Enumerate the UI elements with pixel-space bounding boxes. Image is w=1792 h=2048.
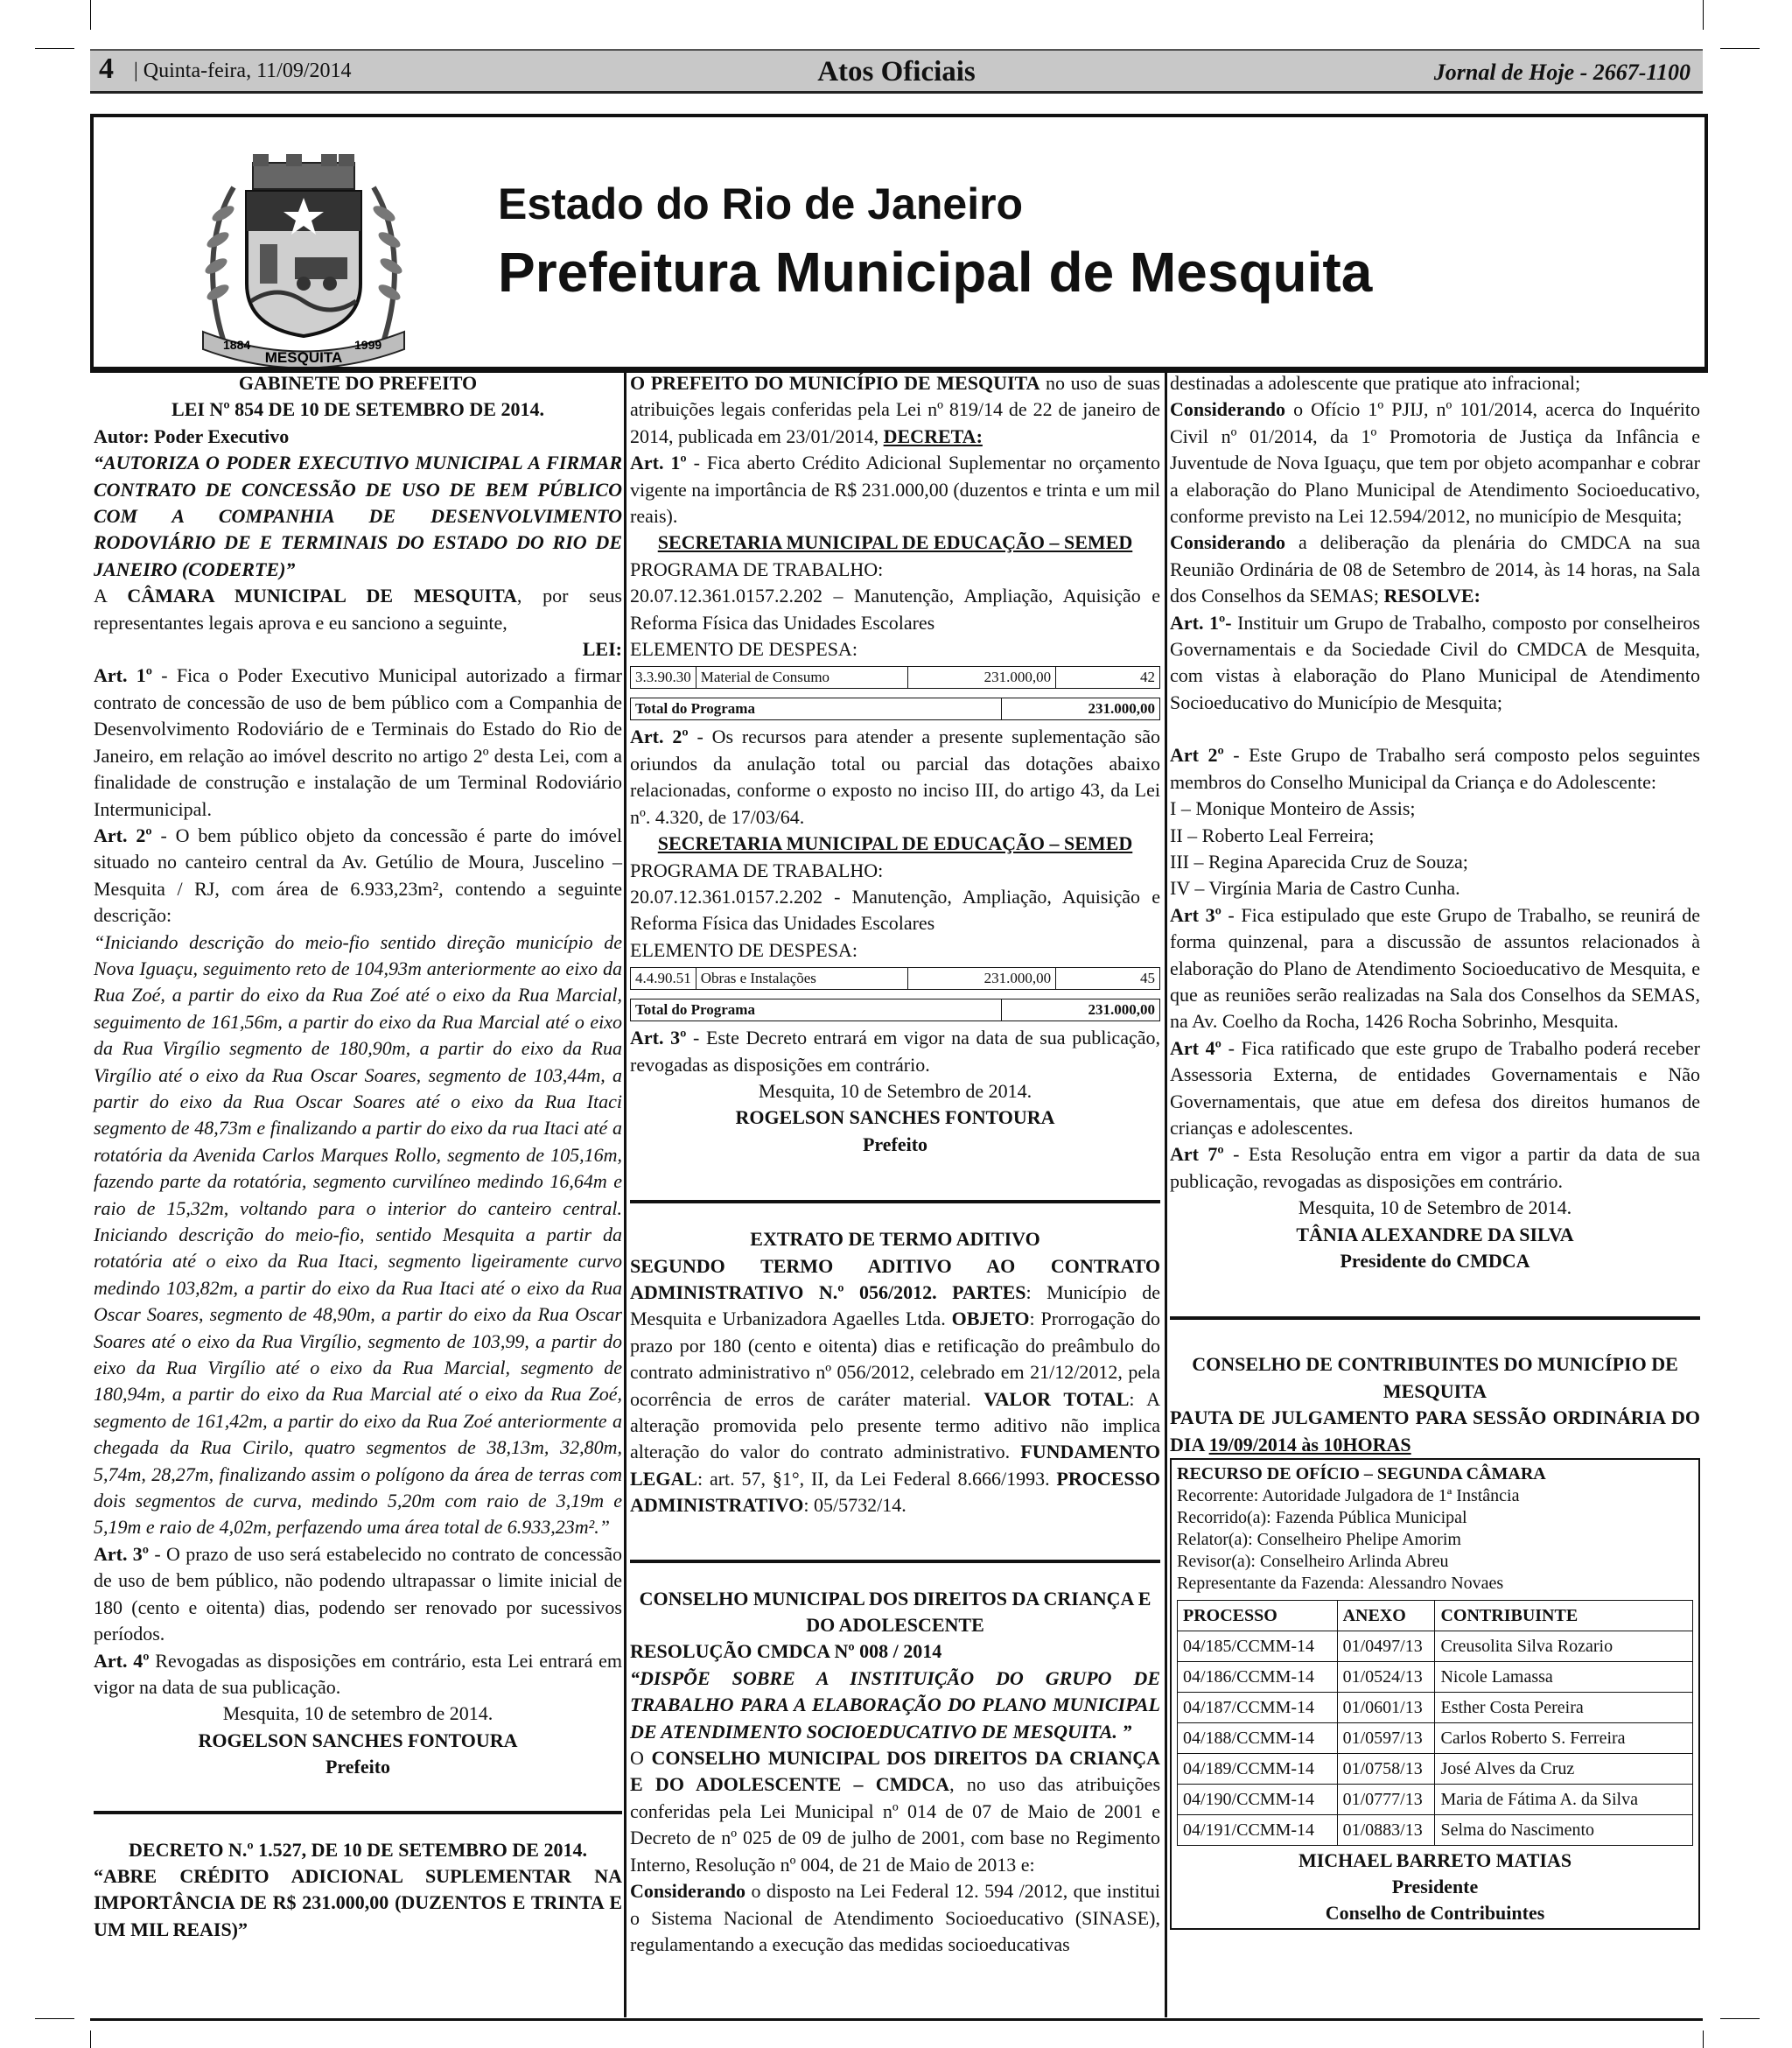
table-cell: Maria de Fátima A. da Silva bbox=[1435, 1785, 1693, 1815]
table-header-row bbox=[1178, 1601, 1693, 1631]
text: o disposto na Lei Federal 12. 594 /2012, que institui o Sistema Nacional de Atendimento Socioeducativo (SINASE), regulamentando a execução das medidas socioeducativas bbox=[630, 1880, 1160, 1955]
article-label: Art 4º bbox=[1170, 1036, 1222, 1059]
text: OBJETO bbox=[951, 1308, 1030, 1330]
article bbox=[630, 1025, 1160, 1078]
article-text: - Fica estipulado que este Grupo de Trabalho, se reunirá de forma quinzenal, para a discussão de assuntos relacionados à elaboração do Plano de Atendimento Socioeducativo de Mesquita, e que as reuniões serão realizadas na Sala dos Conselhos da SEMAS, na Av. Coelho da Rocha, 1426 Rocha Sobrinho, Mesquita. bbox=[1170, 903, 1700, 1033]
resolucao-preamble bbox=[630, 1745, 1160, 1878]
crop-mark bbox=[90, 0, 91, 30]
place-date: Mesquita, 10 de setembro de 2014. bbox=[222, 1702, 494, 1725]
page-date: | Quinta-feira, 11/09/2014 bbox=[134, 60, 352, 82]
article-label: Art. 2º bbox=[94, 824, 152, 846]
table-cell: 01/0777/13 bbox=[1337, 1785, 1435, 1815]
article-text: Revogadas as disposições em contrário, esta Lei entrará em vigor na data de sua publicação. bbox=[94, 1649, 622, 1698]
member-item: II – Roberto Leal Ferreira; bbox=[1170, 824, 1375, 846]
member-item: III – Regina Aparecida Cruz de Souza; bbox=[1170, 850, 1468, 873]
signatory: ROGELSON SANCHES FONTOURA bbox=[735, 1106, 1055, 1129]
resolucao-title: RESOLUÇÃO CMDCA Nº 008 / 2014 bbox=[630, 1640, 942, 1663]
programa-label: PROGRAMA DE TRABALHO: bbox=[630, 859, 884, 881]
crest-name: MESQUITA bbox=[264, 349, 343, 366]
considerando bbox=[1170, 530, 1700, 609]
article-text: - Os recursos para atender a presente suplementação são oriundos da anulação total ou parcial das dotações abaixo relacionadas, conforme o exposto no inciso III, do artigo 43, da Lei nº. 4.320, de 17/03/64. bbox=[630, 726, 1160, 828]
article bbox=[630, 724, 1160, 831]
cmdca-title: CONSELHO MUNICIPAL DOS DIREITOS DA CRIANÇA E DO ADOLESCENTE bbox=[639, 1587, 1152, 1637]
programa-text: 20.07.12.361.0157.2.202 – Manutenção, Ampliação, Aquisição e Reforma Física das Unidades Escolares bbox=[630, 585, 1160, 634]
table-cell: 01/0497/13 bbox=[1337, 1631, 1435, 1662]
table-header: CONTRIBUINTE bbox=[1435, 1601, 1693, 1631]
pauta-title bbox=[1170, 1405, 1700, 1458]
resolve-label: RESOLVE: bbox=[1383, 585, 1480, 607]
article-text: - Este Decreto entrará em vigor na data de sua publicação, revogadas as disposições em contrário. bbox=[630, 1027, 1160, 1076]
table-cell: Carlos Roberto S. Ferreira bbox=[1435, 1723, 1693, 1754]
text: , por seus representantes legais aprova e eu sanciono a seguinte, bbox=[94, 585, 622, 634]
extrato-title: EXTRATO DE TERMO ADITIVO bbox=[750, 1228, 1040, 1251]
text: SEGUNDO TERMO ADITIVO AO CONTRATO ADMINISTRATIVO N.º 056/2012. PARTES bbox=[630, 1254, 1160, 1303]
crest-year-left: 1884 bbox=[223, 338, 251, 352]
table-cell: 01/0883/13 bbox=[1337, 1815, 1435, 1846]
table-cell: 231.000,00 bbox=[1001, 698, 1160, 720]
text: : 05/5732/14. bbox=[803, 1494, 906, 1517]
table-row bbox=[1178, 1785, 1693, 1815]
text: : Prorrogação do prazo por 180 (cento e oitenta) dias e retificação do preâmbulo do contrato administrativo nº 056/2012, celebrado em 21/12/2012, pela ocorrência de erros de caráter material. bbox=[630, 1308, 1161, 1410]
member-item: IV – Virgínia Maria de Castro Cunha. bbox=[1170, 877, 1460, 900]
considerando-cont: destinadas a adolescente que pratique ato infracional; bbox=[1170, 372, 1581, 394]
crop-mark bbox=[1720, 48, 1760, 49]
text: A bbox=[94, 585, 128, 607]
article-text: - Fica aberto Crédito Adicional Suplementar no orçamento vigente na importância de R$ 231.000,00 (duzentos e trinta e um mil reais). bbox=[630, 452, 1160, 528]
table-row bbox=[631, 999, 1160, 1021]
article-label: Art 2º bbox=[1170, 744, 1224, 767]
table-cell: 04/190/CCMM-14 bbox=[1178, 1785, 1338, 1815]
table-cell: 231.000,00 bbox=[1001, 999, 1160, 1021]
article-label: Art 7º bbox=[1170, 1143, 1224, 1166]
state-name: Estado do Rio de Janeiro bbox=[498, 179, 1024, 228]
table-cell: Obras e Instalações bbox=[696, 968, 907, 990]
text: PROCESSO ADMINISTRATIVO bbox=[630, 1467, 1160, 1517]
recurso-line: Recorrido(a): Fazenda Pública Municipal bbox=[1177, 1508, 1467, 1528]
section-rule bbox=[630, 1560, 1160, 1563]
prefeitura-name: Prefeitura Municipal de Mesquita bbox=[498, 241, 1373, 304]
table-cell: 45 bbox=[1056, 968, 1160, 990]
text: o Ofício 1º PJIJ, nº 101/2014, acerca do Inquérito Civil nº 01/2014, da 1º Promotoria de Justiça da Infância e Juventude de Nova Iguaçu, que tem por objeto acompanhar e cobrar a elaboração do Plano Municipal de Atendimento Socioeducativo, conforme previsto na Lei 12.594/2012, no município de Mesquita; bbox=[1170, 398, 1700, 528]
text: Considerando bbox=[630, 1880, 746, 1903]
crop-mark bbox=[90, 2030, 91, 2048]
decreto-ementa: “ABRE CRÉDITO ADICIONAL SUPLEMENTAR NA IMPORTÂNCIA DE R$ 231.000,00 (DUZENTOS E TRINTA E UM MIL REAIS)” bbox=[94, 1864, 622, 1940]
recurso-line: Relator(a): Conselheiro Phelipe Amorim bbox=[1177, 1530, 1461, 1550]
article-label: Art. 3º bbox=[94, 1542, 150, 1565]
place-date: Mesquita, 10 de Setembro de 2014. bbox=[758, 1079, 1032, 1102]
text: : art. 57, §1°, II, da Lei Federal 8.666/1993. bbox=[697, 1467, 1057, 1490]
page-bottom-rule bbox=[90, 2018, 1703, 2021]
article-text: - Fica ratificado que este grupo de Trabalho poderá receber Assessoria Externa, de entidades Governamentais e Não Governamentais, que atue em defesa dos direitos humanos de crianças e adolescentes. bbox=[1170, 1036, 1700, 1139]
lei-ementa: “AUTORIZA O PODER EXECUTIVO MUNICIPAL A FIRMAR CONTRATO DE CONCESSÃO DE USO DE BEM PÚBLICO COM A COMPANHIA DE DESENVOLVIMENTO RODOVIÁRIO DE E TERMINAIS DO ESTADO DO RIO DE JANEIRO (CODERTE)” bbox=[94, 452, 622, 580]
despesa-table bbox=[630, 967, 1160, 990]
newspaper-contact: Jornal de Hoje - 2667-1100 bbox=[1433, 60, 1690, 85]
table-cell: 4.4.90.51 bbox=[631, 968, 696, 990]
article bbox=[1170, 742, 1700, 796]
despesa-table bbox=[630, 666, 1160, 689]
section-rule bbox=[630, 1200, 1160, 1203]
recurso-line: Representante da Fazenda: Alessandro Novaes bbox=[1177, 1574, 1504, 1594]
article bbox=[94, 663, 622, 822]
crest-year-right: 1999 bbox=[354, 338, 382, 352]
extrato-body bbox=[630, 1253, 1160, 1519]
crop-mark bbox=[35, 48, 74, 49]
table-cell: 01/0524/13 bbox=[1337, 1662, 1435, 1693]
text: VALOR TOTAL bbox=[984, 1387, 1130, 1410]
table-cell: 3.3.90.30 bbox=[631, 667, 696, 689]
table-cell: 04/189/CCMM-14 bbox=[1178, 1754, 1338, 1785]
article-text: - O bem público objeto da concessão é parte do imóvel situado no canteiro central da Av. Getúlio de Moura, Juscelino – Mesquita / RJ, com área de 6.933,23m², contendo a seguinte descrição: bbox=[94, 824, 622, 927]
table-row bbox=[1178, 1815, 1693, 1846]
table-cell: José Alves da Cruz bbox=[1435, 1754, 1693, 1785]
camara-name: CÂMARA MUNICIPAL DE MESQUITA bbox=[127, 585, 517, 607]
table-cell: Nicole Lamassa bbox=[1435, 1662, 1693, 1693]
article bbox=[1170, 1035, 1700, 1142]
decreta-label: DECRETA: bbox=[883, 424, 983, 447]
text: Considerando bbox=[1170, 531, 1286, 554]
elemento-label: ELEMENTO DE DESPESA: bbox=[630, 638, 858, 661]
text: , no uso das atribuições conferidas pela Lei Municipal nº 014 de 07 de Maio de 2001 e Decreto de nº 025 de 09 de julho de 2001, com base no Regimento Interno, Resolução nº 004, de 21 de Maio de 2013 e: bbox=[630, 1773, 1161, 1876]
table-cell: Total do Programa bbox=[631, 999, 1002, 1021]
table-cell: 04/188/CCMM-14 bbox=[1178, 1723, 1338, 1754]
table-cell: Creusolita Silva Rozario bbox=[1435, 1631, 1693, 1662]
table-row bbox=[631, 968, 1160, 990]
table-row bbox=[1178, 1723, 1693, 1754]
table-row bbox=[631, 698, 1160, 720]
lei-intro bbox=[94, 583, 622, 636]
text: : A alteração promovida pelo presente termo aditivo não implica alteração do valor do contrato administrativo. bbox=[630, 1387, 1160, 1463]
pauta-date: 19/09/2014 às 10HORAS bbox=[1208, 1433, 1411, 1455]
resolucao-ementa: “DISPÕE SOBRE A INSTITUIÇÃO DO GRUPO DE TRABALHO PARA A ELABORAÇÃO DO PLANO MUNICIPAL DE ATENDIMENTO SOCIOEDUCATIVO DE MESQUITA. ” bbox=[630, 1666, 1160, 1743]
signatory: MICHAEL BARRETO MATIAS bbox=[1298, 1849, 1572, 1872]
column-divider bbox=[1165, 370, 1167, 2017]
recurso-title: RECURSO DE OFÍCIO – SEGUNDA CÂMARA bbox=[1177, 1464, 1546, 1484]
lei-author: Autor: Poder Executivo bbox=[94, 424, 290, 447]
text: : Município de Mesquita e Urbanizadora Agaelles Ltda. bbox=[630, 1280, 1160, 1330]
column-3 bbox=[1170, 370, 1700, 1930]
table-cell: 01/0758/13 bbox=[1337, 1754, 1435, 1785]
table-row bbox=[1178, 1662, 1693, 1693]
property-description: “Iniciando descrição do meio-fio sentido direção município de Nova Iguaçu, seguimento reto de 104,93m anteriormente ao eixo da Rua Zoé, a partir do eixo da Rua Zoé até o eixo da Rua Marcial, seguimento de 161,56m, a partir do eixo da Rua Marcial até o eixo da Rua Virgílio segmento de 180,90m, a partir do eixo da Rua Virgílio até o eixo da Rua Oscar Soares, segmento de 103,44m, a partir do eixo da Rua Oscar Soares até o eixo da Rua Itaci segmento de 48,73m e finalizando a partir do eixo da rua Itaci até a rotatória da Avenida Carlos Marques Rollo, segmento de 105,16m, fazendo parte da rotatória, segmento curvilíneo medindo 16,64m e raio de 15,32m, voltando para o interior do canteiro central. Iniciando descrição do meio-fio, sentido Mesquita a partir da rotatória até o eixo da Rua Itaci, segmento ligeiramente curvo medindo 103,82m, a partir do eixo da Rua Itaci até o eixo da Rua Oscar Soares, segmento de 48,90m, a partir do eixo da Rua Oscar Soares até o eixo da Rua Virgílio, segmento de 103,99, a partir do eixo da Rua Virgílio até o eixo da Rua Marcial, segmento de 180,94m, a partir do eixo da Rua Marcial até o eixo da Rua Zoé, segmento de 161,42m, a partir do eixo da Rua Zoé anteriormente a chegada da Rua Cirilo, quatro segmentos de 38,13m, 32,80m, 5,74m, 28,27m, finalizando assim o polígono da área de terras com dois segmentos de curva, medindo 5,20m com raio de 3,19m e 5,19m e raio de 4,02m, perfazendo uma área total de 6.933,23m².” bbox=[94, 930, 622, 1539]
crop-mark bbox=[1703, 2030, 1704, 2048]
recurso-box bbox=[1170, 1458, 1700, 1930]
article-text: - Este Grupo de Trabalho será composto pelos seguintes membros do Conselho Municipal da Criança e do Adolescente: bbox=[1170, 744, 1700, 793]
article-text: - Fica o Poder Executivo Municipal autorizado a firmar contrato de concessão de uso de bem público com a Companhia de Desenvolvimento Rodoviário de e Terminais do Estado do Rio de Janeiro, em relação ao imóvel descrito no artigo 2º desta Lei, com a finalidade de construção e instalação de um Terminal Rodoviário Intermunicipal. bbox=[94, 664, 622, 820]
table-cell: Esther Costa Pereira bbox=[1435, 1693, 1693, 1723]
article bbox=[94, 1541, 622, 1648]
signatory: TÂNIA ALEXANDRE DA SILVA bbox=[1296, 1223, 1574, 1245]
lei-title: LEI Nº 854 DE 10 DE SETEMBRO DE 2014. bbox=[172, 398, 544, 421]
article-label: Art. 1º bbox=[630, 452, 687, 474]
article-text: - O prazo de uso será estabelecido no contrato de concessão de uso de bem público, não podendo ultrapassar o limite inicial de 180 (cento e oitenta) dias, podendo ser renovado por sucessivos períodos. bbox=[94, 1542, 623, 1645]
article-label: Art. 1º bbox=[94, 664, 152, 687]
page-number: 4 bbox=[99, 53, 114, 85]
text: Considerando bbox=[1170, 398, 1286, 421]
elemento-label: ELEMENTO DE DESPESA: bbox=[630, 938, 858, 961]
masthead bbox=[90, 114, 1708, 373]
table-cell: 04/186/CCMM-14 bbox=[1178, 1662, 1338, 1693]
table-cell: 231.000,00 bbox=[907, 968, 1055, 990]
text: CONSELHO MUNICIPAL DOS DIREITOS DA CRIANÇA E DO ADOLESCENTE – CMDCA bbox=[630, 1747, 1161, 1796]
article bbox=[94, 823, 622, 929]
text: O PREFEITO DO MUNICÍPIO DE MESQUITA bbox=[630, 372, 1040, 394]
article-label: Art. 4º bbox=[94, 1649, 150, 1672]
signatory: ROGELSON SANCHES FONTOURA bbox=[198, 1729, 518, 1751]
table-cell: Total do Programa bbox=[631, 698, 1002, 720]
table-cell: 04/191/CCMM-14 bbox=[1178, 1815, 1338, 1846]
section-rule bbox=[94, 1811, 622, 1814]
programa-label: PROGRAMA DE TRABALHO: bbox=[630, 558, 884, 580]
article-text: - Esta Resolução entra em vigor a partir da data de sua publicação, revogadas as disposições em contrário. bbox=[1170, 1143, 1700, 1192]
article-label: Art. 1º- bbox=[1170, 611, 1232, 634]
considerando bbox=[1170, 396, 1700, 530]
column-2 bbox=[630, 370, 1160, 1958]
crop-mark bbox=[35, 2018, 74, 2019]
signatory-role: Presidente do CMDCA bbox=[1340, 1250, 1530, 1272]
signatory-organ: Conselho de Contribuintes bbox=[1325, 1902, 1545, 1925]
table-cell: 04/187/CCMM-14 bbox=[1178, 1693, 1338, 1723]
article-text: Instituir um Grupo de Trabalho, composto por conselheiros Governamentais e da Sociedade Civil do CMDCA de Mesquita, com vistas à elaboração do Plano Municipal de Atendimento Socioeducativo do Município de Mesquita; bbox=[1170, 611, 1700, 713]
crop-mark bbox=[1720, 2018, 1760, 2019]
article bbox=[630, 450, 1160, 530]
table-row bbox=[1178, 1754, 1693, 1785]
total-table bbox=[630, 698, 1160, 720]
table-row bbox=[1178, 1693, 1693, 1723]
article bbox=[1170, 1141, 1700, 1195]
table-cell: 42 bbox=[1056, 667, 1160, 689]
text: a deliberação da plenária do CMDCA na sua Reunião Ordinária de 08 de Setembro de 2014, às 14 horas, na Sala dos Conselhos da SEMAS; bbox=[1170, 531, 1700, 607]
table-cell: Material de Consumo bbox=[696, 667, 907, 689]
table-cell: 04/185/CCMM-14 bbox=[1178, 1631, 1338, 1662]
pauta-table bbox=[1177, 1600, 1693, 1846]
article-label: Art. 2º bbox=[630, 726, 689, 748]
table-cell: Selma do Nascimento bbox=[1435, 1815, 1693, 1846]
article bbox=[1170, 902, 1700, 1035]
table-header: ANEXO bbox=[1337, 1601, 1435, 1631]
gabinete-heading: GABINETE DO PREFEITO bbox=[238, 372, 478, 394]
section-title: Atos Oficiais bbox=[817, 56, 976, 88]
article-label: Art 3º bbox=[1170, 903, 1222, 926]
section-rule bbox=[1170, 1316, 1700, 1320]
table-cell: 01/0597/13 bbox=[1337, 1723, 1435, 1754]
signatory-role: Presidente bbox=[1391, 1876, 1479, 1898]
secretaria-heading: SECRETARIA MUNICIPAL DE EDUCAÇÃO – SEMED bbox=[657, 531, 1133, 554]
text: PAUTA DE JULGAMENTO PARA SESSÃO ORDINÁRIA DO DIA bbox=[1170, 1406, 1700, 1455]
article bbox=[94, 1648, 622, 1701]
article bbox=[1170, 610, 1700, 717]
considerando bbox=[630, 1878, 1160, 1958]
place-date: Mesquita, 10 de Setembro de 2014. bbox=[1298, 1196, 1572, 1219]
secretaria-heading: SECRETARIA MUNICIPAL DE EDUCAÇÃO – SEMED bbox=[657, 832, 1133, 855]
page-header bbox=[90, 49, 1703, 94]
table-cell: 01/0601/13 bbox=[1337, 1693, 1435, 1723]
column-1 bbox=[94, 370, 622, 1943]
text: FUNDAMENTO LEGAL bbox=[630, 1441, 1160, 1490]
recurso-line: Revisor(a): Conselheiro Arlinda Abreu bbox=[1177, 1552, 1449, 1572]
article-label: Art. 3º bbox=[630, 1027, 687, 1049]
lei-label: LEI: bbox=[582, 638, 622, 661]
decreto-title: DECRETO N.º 1.527, DE 10 DE SETEMBRO DE 2014. bbox=[129, 1838, 587, 1861]
member-item: I – Monique Monteiro de Assis; bbox=[1170, 797, 1416, 820]
table-row bbox=[1178, 1631, 1693, 1662]
text: no uso de suas atribuições legais conferidas pela Lei nº 819/14 de 22 de janeiro de 2014, publicada em 23/01/2014, bbox=[630, 372, 1160, 447]
text: O bbox=[630, 1747, 652, 1770]
table-cell: 231.000,00 bbox=[907, 667, 1055, 689]
column-divider bbox=[624, 370, 626, 2017]
conselho-contribuintes-title: CONSELHO DE CONTRIBUINTES DO MUNICÍPIO DE MESQUITA bbox=[1192, 1353, 1678, 1402]
signatory-role: Prefeito bbox=[862, 1133, 928, 1155]
signatory-role: Prefeito bbox=[325, 1756, 391, 1778]
mesquita-coat-of-arms-icon bbox=[199, 152, 409, 367]
table-header: PROCESSO bbox=[1178, 1601, 1338, 1631]
decreto-preamble bbox=[630, 370, 1160, 450]
recurso-line: Recorrente: Autoridade Julgadora de 1ª Instância bbox=[1177, 1486, 1520, 1506]
crop-mark bbox=[1703, 0, 1704, 30]
table-row bbox=[631, 667, 1160, 689]
total-table bbox=[630, 999, 1160, 1021]
programa-text: 20.07.12.361.0157.2.202 - Manutenção, Ampliação, Aquisição e Reforma Física das Unidades Escolares bbox=[630, 885, 1160, 935]
